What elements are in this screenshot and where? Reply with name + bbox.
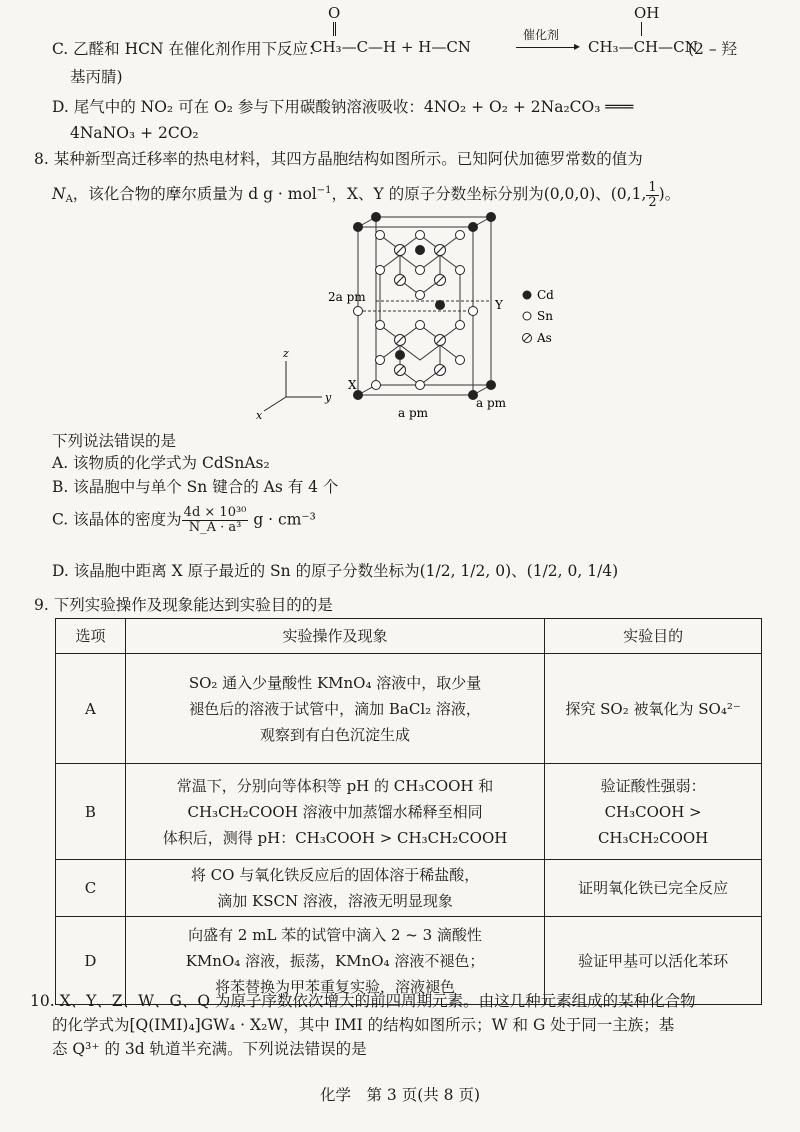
q7-c-equation-left: CH₃—C—H + H—CN xyxy=(311,38,471,56)
row-option: C xyxy=(56,860,126,917)
q7-c-single-bond xyxy=(641,22,642,36)
page-footer: 化学 第 3 页(共 8 页) xyxy=(319,1086,481,1104)
row-option: A xyxy=(56,654,126,764)
q9-table xyxy=(55,618,762,1005)
q8-prompt: 下列说法错误的是 xyxy=(52,432,177,450)
label-x: X xyxy=(348,378,357,392)
row-aim: 证明氧化铁已完全反应 xyxy=(545,860,762,917)
label-y: Y xyxy=(495,298,503,312)
header-option: 选项 xyxy=(56,619,126,654)
q7-c-double-bond xyxy=(333,22,337,36)
label-2a: 2a pm xyxy=(328,290,366,304)
q7-c-carbonyl-o: O xyxy=(328,4,341,22)
q8-option-c: C. 该晶体的密度为 $\frac{\text{4d × 10³⁰}}{\text{N\_A · a³}}$ g · cm⁻³ xyxy=(52,505,316,535)
row-aim: 验证酸性强弱： CH₃COOH > CH₃CH₂COOH xyxy=(545,764,762,860)
row-operation: SO₂ 通入少量酸性 KMnO₄ 溶液中，取少量 褪色后的溶液于试管中，滴加 BaCl₂ 溶液， 观察到有白色沉淀生成 xyxy=(125,654,544,764)
legend-cd-icon xyxy=(523,291,531,299)
q7-c-catalyst: 催化剂 xyxy=(523,28,560,42)
table-row xyxy=(56,860,762,917)
q7-c-arrow-head: ▸ xyxy=(574,39,581,53)
q7-option-d-line2: 4NaNO₃ + 2CO₂ xyxy=(70,124,199,142)
crystal-cell-figure xyxy=(250,205,580,425)
row-aim: 验证甲基可以活化苯环 xyxy=(545,917,762,1005)
q7-c-arrow-line xyxy=(516,47,578,48)
q10-stem-line2: 的化学式为[Q(IMI)₄]GW₄ · X₂W，其中 IMI 的结构如图所示；W 和 G 处于同一主族；基 xyxy=(52,1016,675,1034)
q8-option-d: D. 该晶胞中距离 X 原子最近的 Sn 的原子分数坐标为(1/2, 1/2, 0)、(1/2, 0, 1/4) xyxy=(52,562,619,580)
header-aim: 实验目的 xyxy=(545,619,762,654)
q7-c-tail: (2 – 羟 xyxy=(688,40,738,58)
q7-option-d-line1: D. 尾气中的 NO₂ 可在 O₂ 参与下用碳酸钠溶液吸收：4NO₂ + O₂ + 2Na₂CO₃ ═══ xyxy=(52,98,634,116)
legend-sn: Sn xyxy=(537,309,553,323)
q8-stem-line1: 8. 某种新型高迁移率的热电材料，其四方晶胞结构如图所示。已知阿伏加德罗常数的值为 xyxy=(34,150,643,168)
row-option: D xyxy=(56,917,126,1005)
label-a-side: a pm xyxy=(476,396,507,410)
row-operation: 将 CO 与氧化铁反应后的固体溶于稀盐酸， 滴加 KSCN 溶液，溶液无明显现象 xyxy=(125,860,544,917)
q7-c-equation-right: CH₃—CH—CN xyxy=(588,38,698,56)
q7-c-oh: OH xyxy=(634,4,660,22)
q8-stem-line2: $N_A$，该化合物的摩尔质量为 d g · mol$^{-1}$，X、Y 的原子分数坐标分别为(0,0,0)、(0,1, $\frac{1}{2}$ )。 xyxy=(52,179,681,210)
row-option: B xyxy=(56,764,126,860)
axis-z: z xyxy=(283,347,289,360)
q7-c-line2: 基丙腈) xyxy=(70,68,123,86)
q8-option-b: B. 该晶胞中与单个 Sn 键合的 As 有 4 个 xyxy=(52,478,339,496)
q7-option-c-label: C. 乙醛和 HCN 在催化剂作用下反应： xyxy=(52,40,324,58)
row-operation: 向盛有 2 mL 苯的试管中滴入 2 ~ 3 滴酸性 KMnO₄ 溶液，振荡，KMnO₄ 溶液不褪色； 将苯替换为甲苯重复实验，溶液褪色 xyxy=(125,917,544,1005)
q10-stem-line3: 态 Q³⁺ 的 3d 轨道半充满。下列说法错误的是 xyxy=(52,1040,367,1058)
table-row xyxy=(56,654,762,764)
axis-x: x xyxy=(256,409,263,422)
label-a-bottom: a pm xyxy=(398,406,429,420)
legend-cd: Cd xyxy=(537,288,554,302)
legend-sn-icon xyxy=(523,312,531,320)
q10-stem-line1: 10. X、Y、Z、W、G、Q 为原子序数依次增大的前四周期元素。由这几种元素组成的某种化合物 xyxy=(30,992,696,1010)
header-operation: 实验操作及现象 xyxy=(125,619,544,654)
row-aim: 探究 SO₂ 被氧化为 SO₄²⁻ xyxy=(545,654,762,764)
row-operation: 常温下，分别向等体积等 pH 的 CH₃COOH 和 CH₃CH₂COOH 溶液中加蒸馏水稀释至相同 体积后，测得 pH：CH₃COOH > CH₃CH₂COOH xyxy=(125,764,544,860)
legend-as: As xyxy=(537,331,552,345)
table-header-row xyxy=(56,619,762,654)
axis-y: y xyxy=(325,391,332,404)
q9-title: 9. 下列实验操作及现象能达到实验目的的是 xyxy=(34,596,333,614)
table-row xyxy=(56,764,762,860)
q8-option-a: A. 该物质的化学式为 CdSnAs₂ xyxy=(52,454,270,472)
